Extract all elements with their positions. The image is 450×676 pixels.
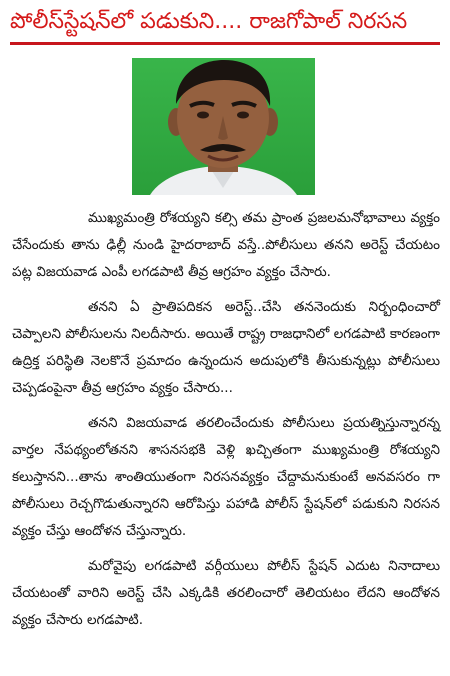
article-paragraph-3: తనని విజయవాడ తరలించేందుకు పోలీసులు ప్రయత్నిస్తున్నారన్న వార్తల నేపథ్యంలోతనని శాసనసభకి వెళ్లి ఖచ్చితంగా ముఖ్యమంత్రి రోశయ్యని కలుస్తానని...తాను శాంతియుతంగా నిరసనవ్యక్తం చేద్దామనుకుంటే అనవసరం గా పోలీసులు రెచ్చగొడుతున్నారని ఆరోపిస్తు పహాడి పోలీస్ స్టేషన్‌లో పడుకుని నిరసన వ్యక్తం చేస్తు ఆందోళన చేస్తున్నారు.	[12, 415, 440, 539]
headline: పోలీస్‌స్టేషన్‌లో పడుకుని.... రాజగోపాల్ నిరసన	[10, 9, 408, 34]
headline-rule	[10, 42, 440, 45]
article-body	[12, 205, 440, 642]
article-paragraph-4: మరోవైపు లగడపాటి వర్గీయులు పోలీస్ స్టేషన్ ఎదుట నినాదాలు చేయటంతో వారిని అరెస్ట్ చేసి ఎక్కడికి తరలించారో తెలియటం లేదని ఆందోళన వ్యక్తం చేసారు లగడపాటి.	[12, 558, 440, 628]
person-portrait-icon	[132, 58, 315, 195]
article-paragraph-1: ముఖ్యమంత్రి రోశయ్యని కల్సి తమ ప్రాంత ప్రజలమనోభావాలు వ్యక్తం చేసేందుకు తాను ఢిల్లీ నుండి హైదరాబాద్ వస్తే..పోలీసులు తనని అరెస్ట్ చేయటం పట్ల విజయవాడ ఎంపీ లగడపాటి తీవ్ర ఆగ్రహం వ్యక్తం చేసారు.	[12, 210, 440, 280]
person-photo	[132, 58, 315, 195]
article-paragraph-2: తనని ఏ ప్రాతిపదికన అరెస్ట్..చేసి తననెందుకు నిర్బంధించారో చెప్పాలని పోలీసులను నిలదీసారు. అయితే రాష్ట్ర రాజధానిలో లగడపాటి కారణంగా ఉద్రిక్త పరిస్థితి నెలకొనే ప్రమాదం ఉన్నందున అదుపులోకి తీసుకున్నట్లు పోలీసులు చెప్పడంపైనా తీవ్ర ఆగ్రహం వ్యక్తం చేసారు...	[12, 299, 440, 396]
